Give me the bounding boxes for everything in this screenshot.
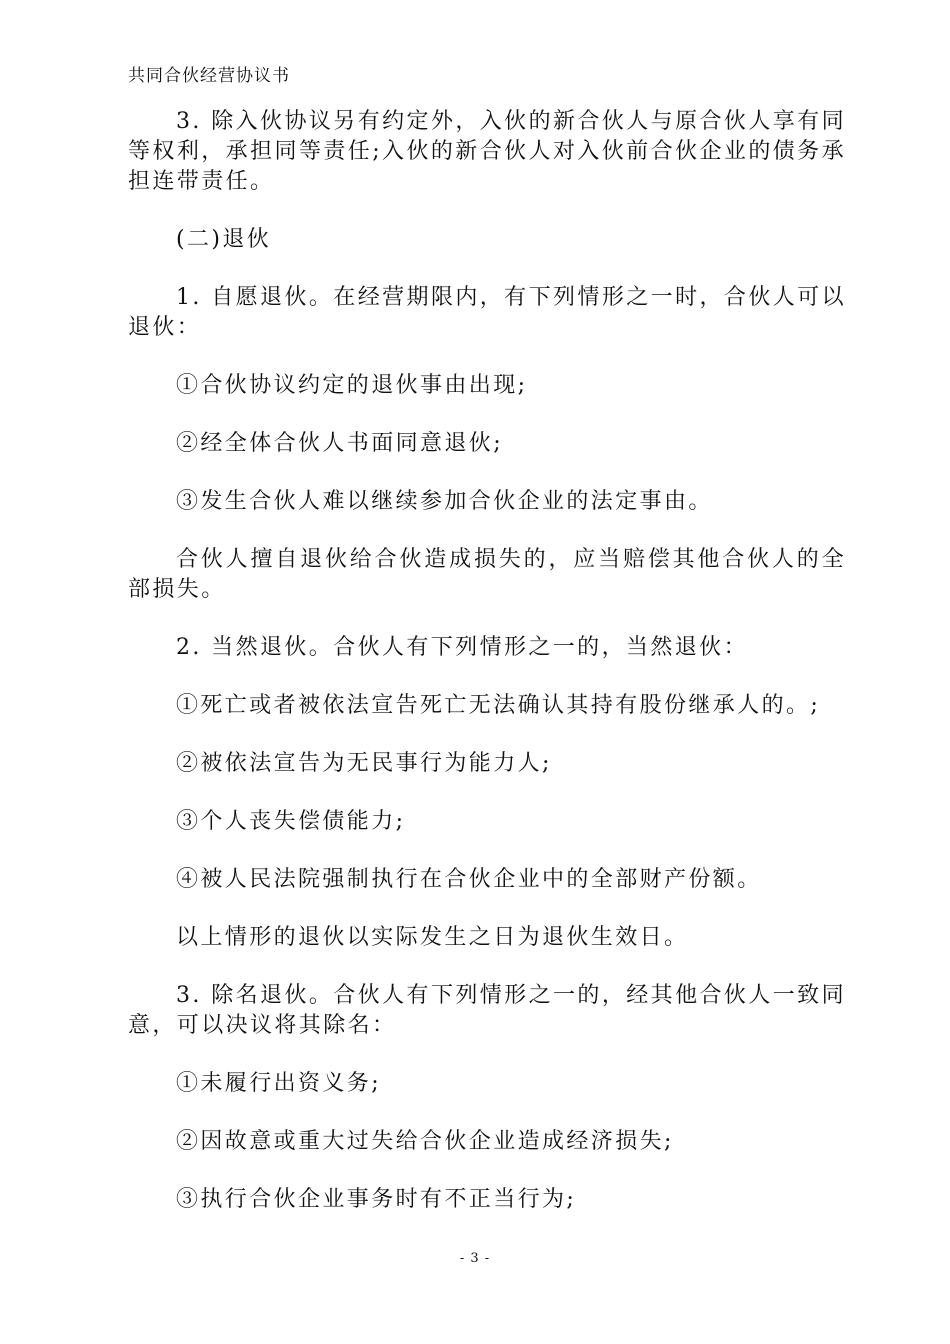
page-number: - 3 - — [459, 1251, 491, 1266]
list-item-voluntary-1: ①合伙协议约定的退伙事由出现; — [176, 373, 528, 398]
list-item-automatic-3: ③个人丧失偿债能力; — [176, 809, 406, 834]
document-body — [128, 107, 846, 1243]
paragraph-automatic-withdrawal: 2. 当然退伙。合伙人有下列情形之一的，当然退伙： — [176, 635, 748, 660]
list-item-voluntary-2: ②经全体合伙人书面同意退伙; — [176, 431, 504, 456]
paragraph-unauthorized-withdrawal: 合伙人擅自退伙给合伙造成损失的，应当赔偿其他合伙人的全部损失。 — [128, 547, 846, 602]
list-item-automatic-1: ①死亡或者被依法宣告死亡无法确认其持有股份继承人的。; — [176, 693, 821, 718]
section-heading-withdrawal: (二)退伙 — [176, 227, 272, 252]
list-item-automatic-2: ②被依法宣告为无民事行为能力人; — [176, 751, 552, 776]
paragraph-voluntary-withdrawal: 1. 自愿退伙。在经营期限内，有下列情形之一时，合伙人可以退伙： — [128, 285, 846, 340]
list-item-expulsion-2: ②因故意或重大过失给合伙企业造成经济损失; — [176, 1129, 674, 1154]
list-item-voluntary-3: ③发生合伙人难以继续参加合伙企业的法定事由。 — [176, 489, 713, 514]
paragraph-admission-rights: 3. 除入伙协议另有约定外，入伙的新合伙人与原合伙人享有同等权利，承担同等责任;入伙的新合伙人对入伙前合伙企业的债务承担连带责任。 — [128, 109, 846, 194]
list-item-expulsion-1: ①未履行出资义务; — [176, 1071, 382, 1096]
list-item-automatic-4: ④被人民法院强制执行在合伙企业中的全部财产份额。 — [176, 867, 762, 892]
running-header: 共同合伙经营协议书 — [128, 66, 290, 86]
list-item-expulsion-3: ③执行合伙企业事务时有不正当行为; — [176, 1187, 577, 1212]
paragraph-expulsion: 3. 除名退伙。合伙人有下列情形之一的，经其他合伙人一致同意，可以决议将其除名： — [128, 983, 846, 1038]
paragraph-effective-date: 以上情形的退伙以实际发生之日为退伙生效日。 — [176, 925, 689, 950]
